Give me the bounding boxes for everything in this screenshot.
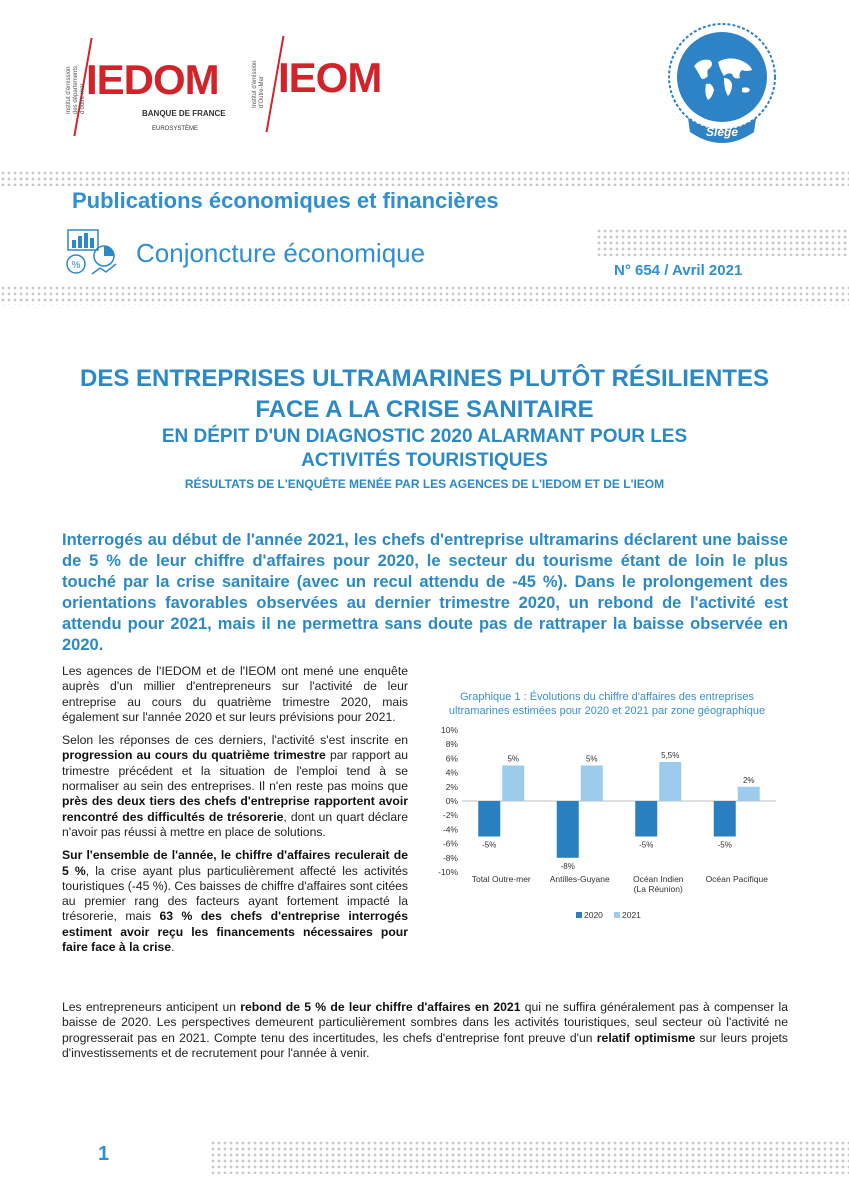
publication-title: Publications économiques et financières	[72, 188, 499, 213]
x-category-label: Total Outre-mer	[471, 874, 531, 884]
bar-2020-2	[635, 801, 657, 837]
y-tick-label: 8%	[445, 739, 458, 750]
iedom-logo	[60, 28, 230, 138]
data-label-2021-0: 5%	[507, 754, 520, 764]
bar-chart	[426, 724, 788, 929]
data-label-2021-1: 5%	[585, 754, 598, 764]
paragraph-3: Sur l'ensemble de l'année, le chiffre d'affaires reculerait de 5 %, la crise ayant plus particulièrement affecté les activités touristiques (-45 %). Ces baisses de chiffre d'affaires sont citées au premier rang des facteurs ayant fortement impacté la trésorerie, mais 63 % des chefs d'entreprise interrogés estiment avoir reçu les financements nécessaires pour faire face à la crise.	[62, 848, 408, 955]
legend-label-2020: 2020	[584, 910, 603, 920]
paragraph-2: Selon les réponses de ces derniers, l'activité s'est inscrite en progression au cours du quatrième trimestre par rapport au trimestre précédent et la situation de l'emploi tend à se normaliser au sein des entreprises. Il n'en reste pas moins que près des deux tiers des chefs d'entreprise rapportent avoir rencontré des difficultés de trésorerie, dont un quart déclare n'avoir pas réussi à mettre en place de solutions.	[62, 733, 408, 839]
y-tick-label: 6%	[445, 753, 458, 764]
bar-2021-2	[659, 762, 681, 801]
left-column	[62, 664, 408, 963]
svg-text:%: %	[71, 260, 81, 271]
x-category-label: Antilles-Guyane	[549, 874, 610, 884]
data-label-2020-0: -5%	[482, 840, 497, 850]
paragraph-4: Les entrepreneurs anticipent un rebond de 5 % de leur chiffre d'affaires en 2021 qui ne suffira généralement pas à compenser la baisse de 2020. Les perspectives demeurent particulièrement sombres dans les activités touristiques, seul secteur où l'activité ne progresserait pas en 2021. Compte tenu des incertitudes, les chefs d'entreprise font preuve d'un relatif optimisme sur leurs projets d'investissements et de recrutement pour l'année à venir.	[62, 1000, 788, 1060]
data-label-2020-2: -5%	[639, 840, 654, 850]
paragraph-1: Les agences de l'IEDOM et de l'IEOM ont mené une enquête auprès d'un millier d'entrepreneurs sur l'activité de leur entreprise au cours du quatrième trimestre 2020, mais également sur l'année 2020 et sur leurs prévisions pour 2021.	[62, 664, 408, 724]
issue-number: N° 654 / Avril 2021	[614, 262, 743, 279]
iedom-side-text: Institut d'émission des départements d'outre-mer	[66, 65, 86, 114]
dotted-band-bottom	[0, 285, 849, 305]
ieom-side-text: Institut d'émission d'Outre-Mer	[252, 60, 265, 108]
legend-swatch-2021	[614, 912, 620, 918]
y-tick-label: -6%	[442, 838, 458, 849]
iedom-sub-banque: BANQUE DE FRANCE	[142, 109, 226, 118]
x-category-label: Océan Indien	[632, 874, 684, 884]
ieom-logo	[244, 28, 394, 133]
chart-container	[426, 690, 788, 930]
title-block	[40, 363, 809, 491]
dotted-band-mid	[596, 228, 849, 256]
legend-swatch-2020	[576, 912, 582, 918]
bar-2020-1	[557, 801, 579, 858]
data-label-2020-3: -5%	[717, 840, 732, 850]
y-tick-label: 2%	[445, 781, 458, 792]
ieom-wordmark: IEOM	[278, 54, 382, 101]
page-number: 1	[98, 1143, 110, 1165]
subheadline-line-1: EN DÉPIT D'UN DIAGNOSTIC 2020 ALARMANT POUR LES	[161, 426, 688, 447]
x-category-label: (La Réunion)	[633, 884, 683, 894]
headline-line-1: DES ENTREPRISES ULTRAMARINES PLUTÔT RÉSILIENTES	[80, 365, 769, 392]
y-tick-label: -8%	[442, 852, 458, 863]
siege-label: Siège	[705, 125, 739, 139]
iedom-wordmark: IEDOM	[86, 56, 219, 103]
data-label-2021-3: 2%	[742, 775, 755, 785]
bar-2020-3	[714, 801, 736, 837]
bar-2020-0	[478, 801, 500, 837]
y-tick-label: -4%	[442, 824, 458, 835]
dotted-band-footer	[210, 1140, 849, 1174]
headline-line-2: FACE A LA CRISE SANITAIRE	[255, 396, 594, 423]
legend-label-2021: 2021	[622, 910, 641, 920]
bar-2021-3	[738, 787, 760, 801]
data-label-2021-2: 5,5%	[661, 750, 680, 760]
data-label-2020-1: -8%	[560, 861, 575, 871]
section-title: Conjoncture économique	[136, 238, 426, 268]
survey-caption: RÉSULTATS DE L'ENQUÊTE MENÉE PAR LES AGENCES DE L'IEDOM ET DE L'IEOM	[184, 477, 665, 491]
bar-2021-0	[502, 766, 524, 802]
siege-badge	[664, 22, 780, 152]
y-tick-label: 0%	[445, 796, 458, 806]
bar-2021-1	[581, 766, 603, 802]
y-tick-label: -10%	[438, 867, 458, 877]
dotted-band-top	[0, 170, 849, 186]
y-tick-label: -2%	[442, 810, 458, 821]
y-tick-label: 4%	[445, 767, 458, 778]
iedom-sub-eurosysteme: EUROSYSTÈME	[152, 126, 199, 132]
lead-paragraph: Interrogés au début de l'année 2021, les chefs d'entreprise ultramarins déclarent une baisse de 5 % de leur chiffre d'affaires pour 2020, le secteur du tourisme étant de loin le plus touché par la crise sanitaire (avec un recul attendu de -45 %). Dans le prolongement des orientations favorables observées au dernier trimestre 2020, un rebond de l'activité est attendu pour 2021, mais il ne permettra sans doute pas de rattraper la baisse observée en 2020.	[62, 531, 788, 654]
chart-title: Graphique 1 : Évolutions du chiffre d'affaires des entreprises ultramarines estimées pour 2020 et 2021 par zone géographique	[448, 691, 766, 717]
y-tick-label: 10%	[440, 725, 458, 735]
x-category-label: Océan Pacifique	[705, 874, 768, 884]
dashboard-icon	[64, 226, 120, 278]
subheadline-line-2: ACTIVITÉS TOURISTIQUES	[301, 450, 548, 471]
